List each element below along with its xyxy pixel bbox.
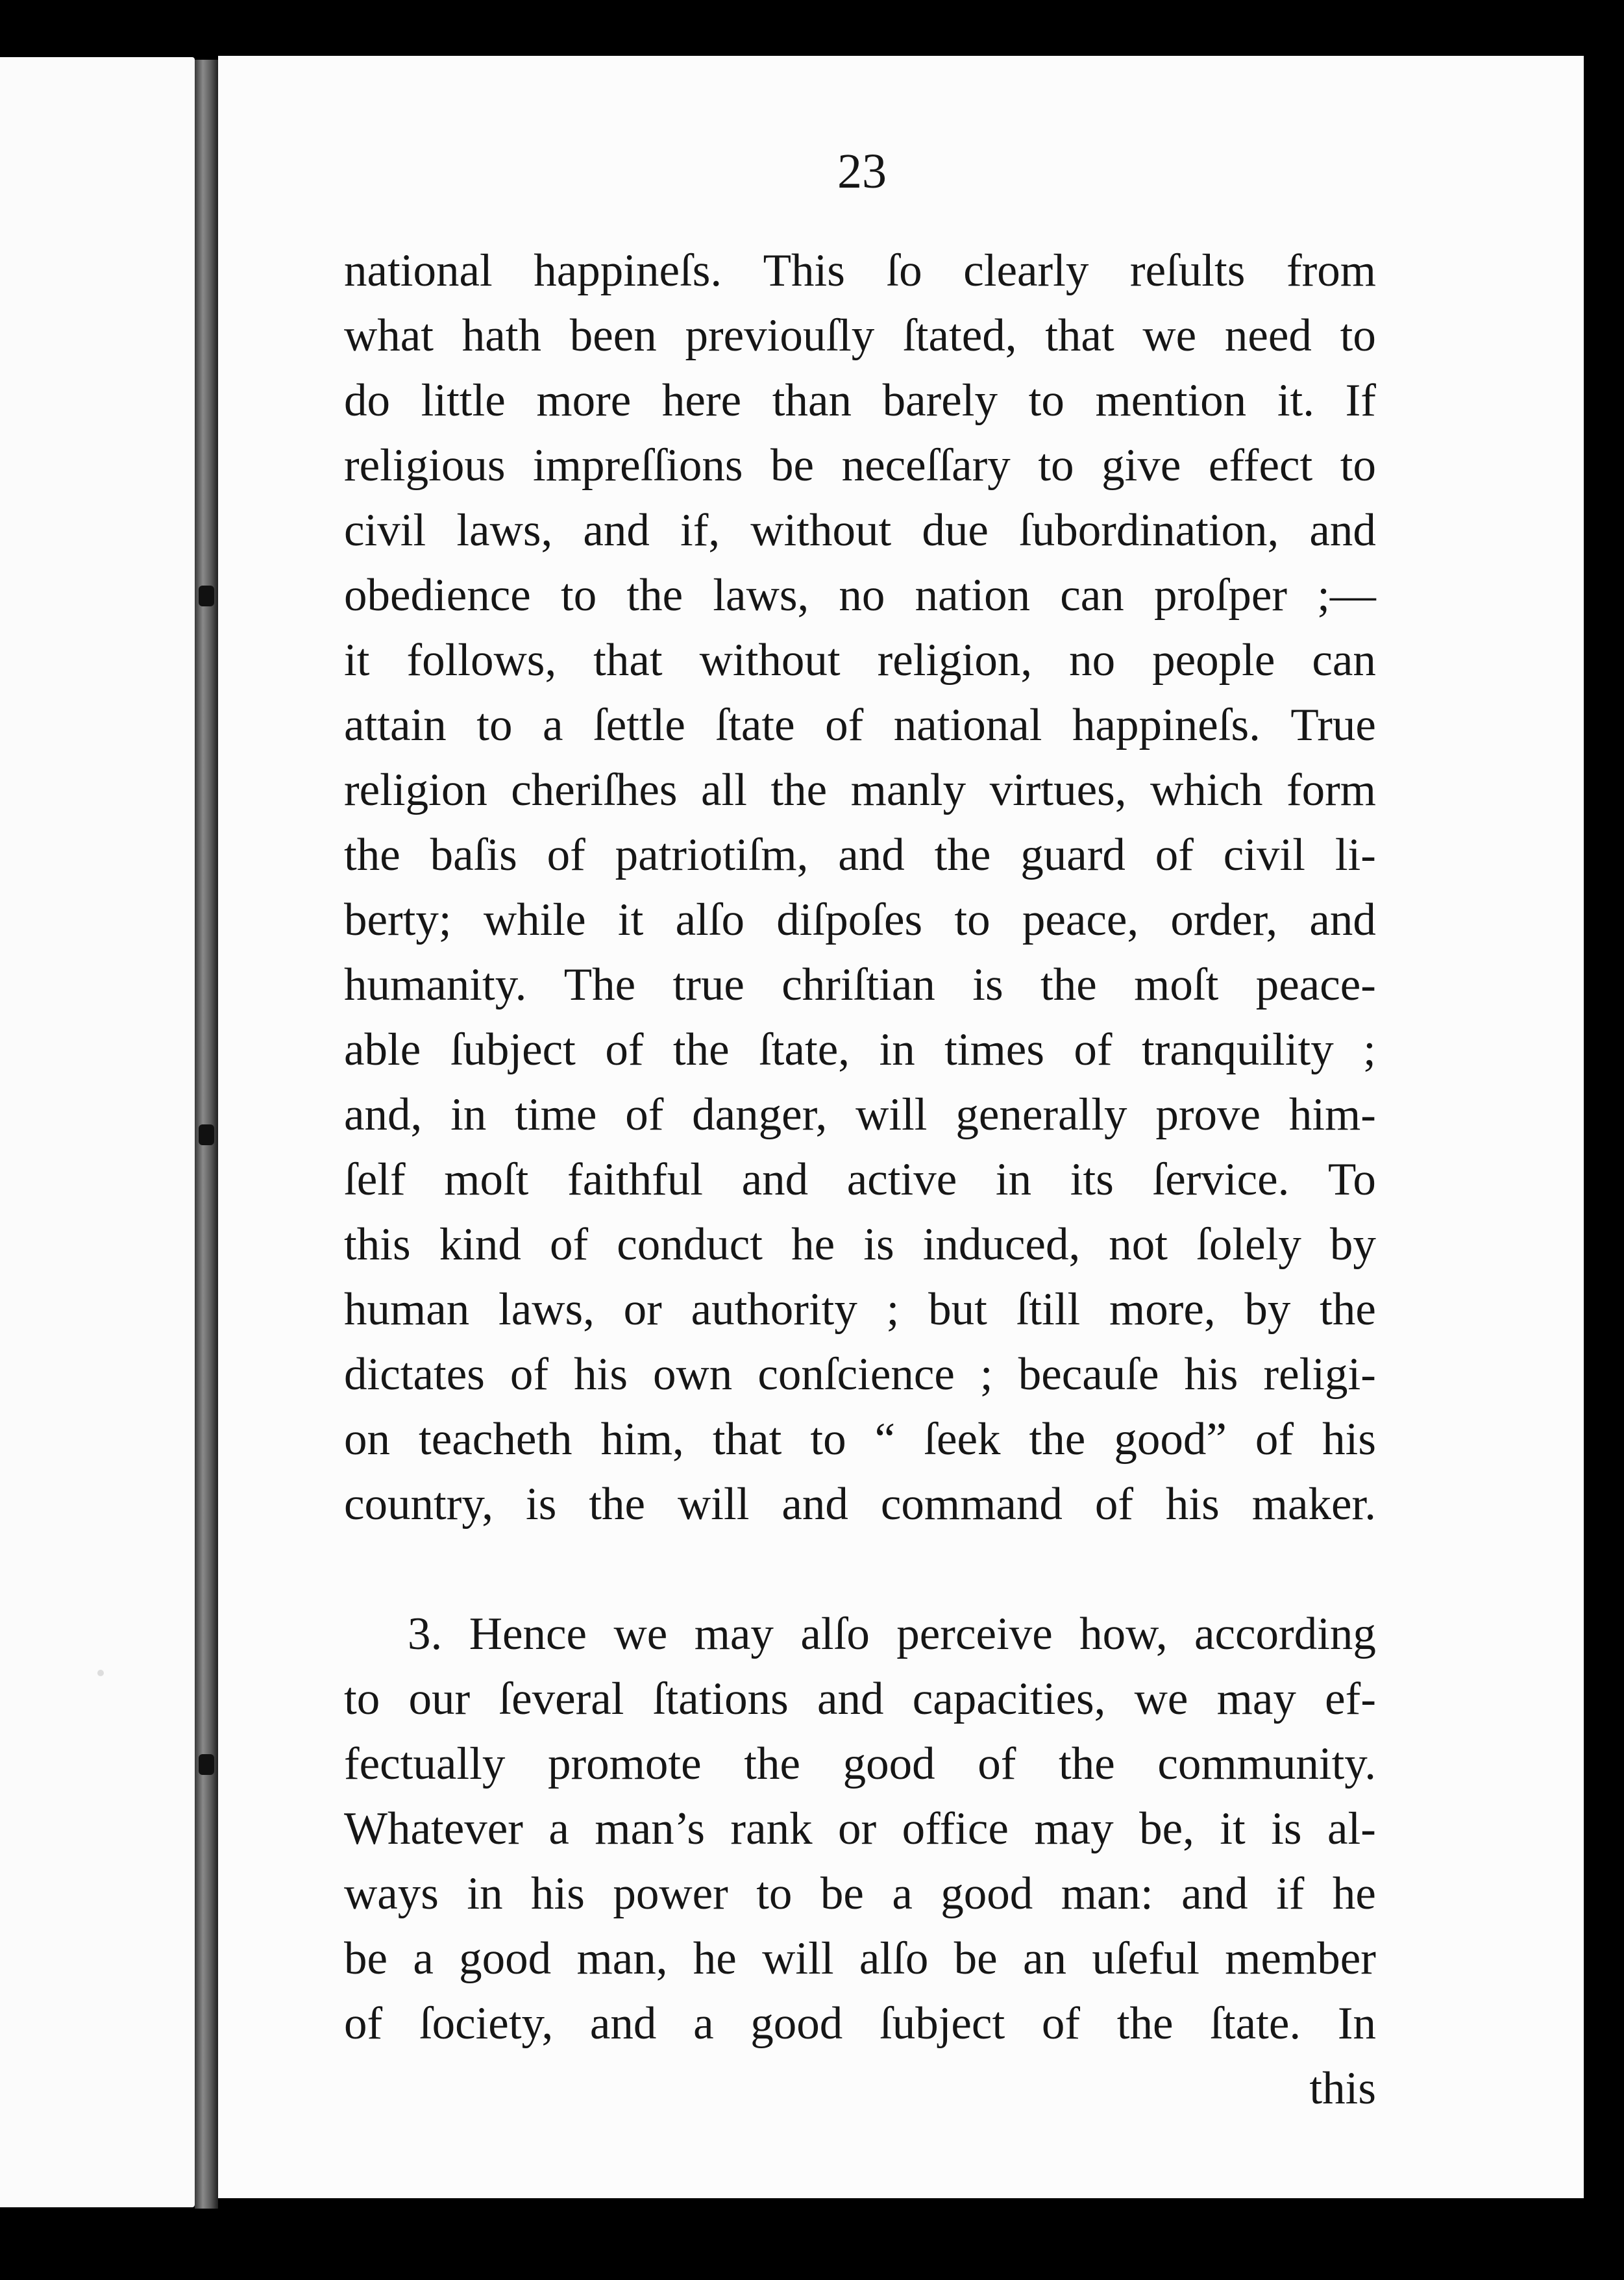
- text-line: berty; while it alſo diſpoſes to peace, order, and: [344, 895, 1376, 945]
- text-line: able ſubject of the ſtate, in times of tranquility ;: [344, 1024, 1376, 1075]
- page-number: 23: [837, 144, 887, 199]
- text-line: fectually promote the good of the community.: [344, 1739, 1376, 1789]
- text-line: national happineſs. This ſo clearly reſults from: [344, 245, 1376, 296]
- text-line: to our ſeveral ſtations and capacities, we may ef-: [344, 1674, 1376, 1724]
- text-line: ways in his power to be a good man: and if he: [344, 1868, 1376, 1919]
- text-line: of ſociety, and a good ſubject of the ſtate. In: [344, 1998, 1376, 2049]
- text-line: what hath been previouſly ſtated, that we need to: [344, 310, 1376, 361]
- body-text: [218, 56, 1584, 2198]
- text-line: country, is the will and command of his maker.: [344, 1479, 1376, 1530]
- text-line: the baſis of patriotiſm, and the guard of civil li-: [344, 830, 1376, 880]
- speck: [97, 1670, 104, 1676]
- text-line: civil laws, and if, without due ſubordination, and: [344, 505, 1376, 556]
- text-line: do little more here than barely to mention it. If: [344, 375, 1376, 426]
- text-line: religious impreſſions be neceſſary to give effect to: [344, 440, 1376, 491]
- text-line: humanity. The true chriſtian is the moſt peace-: [344, 960, 1376, 1010]
- text-line: obedience to the laws, no nation can proſper ;—: [344, 570, 1376, 621]
- text-line: human laws, or authority ; but ſtill more, by the: [344, 1284, 1376, 1335]
- left-page-text: [0, 57, 195, 2207]
- text-line: attain to a ſettle ſtate of national happineſs. True: [344, 700, 1376, 750]
- text-line: on teacheth him, that to “ ſeek the good” of his: [344, 1414, 1376, 1465]
- gutter-mark: [199, 586, 214, 606]
- book-gutter: [195, 60, 218, 2209]
- text-line: dictates of his own conſcience ; becauſe his religi-: [344, 1349, 1376, 1400]
- text-line: this kind of conduct he is induced, not ſolely by: [344, 1219, 1376, 1270]
- text-line: ſelf moſt faithful and active in its ſervice. To: [344, 1154, 1376, 1205]
- gutter-mark: [199, 1124, 214, 1145]
- text-line: this: [1309, 2063, 1376, 2114]
- left-page: [0, 57, 195, 2207]
- gutter-mark: [199, 1754, 214, 1775]
- text-line: Whatever a man’s rank or office may be, it is al-: [344, 1803, 1376, 1854]
- right-page: [218, 56, 1584, 2198]
- text-line: and, in time of danger, will generally prove him-: [344, 1089, 1376, 1140]
- text-line: religion cheriſhes all the manly virtues, which form: [344, 765, 1376, 815]
- text-line: be a good man, he will alſo be an uſeful member: [344, 1933, 1376, 1984]
- text-line: it follows, that without religion, no people can: [344, 635, 1376, 686]
- text-line: 3. Hence we may alſo perceive how, according: [408, 1609, 1376, 1659]
